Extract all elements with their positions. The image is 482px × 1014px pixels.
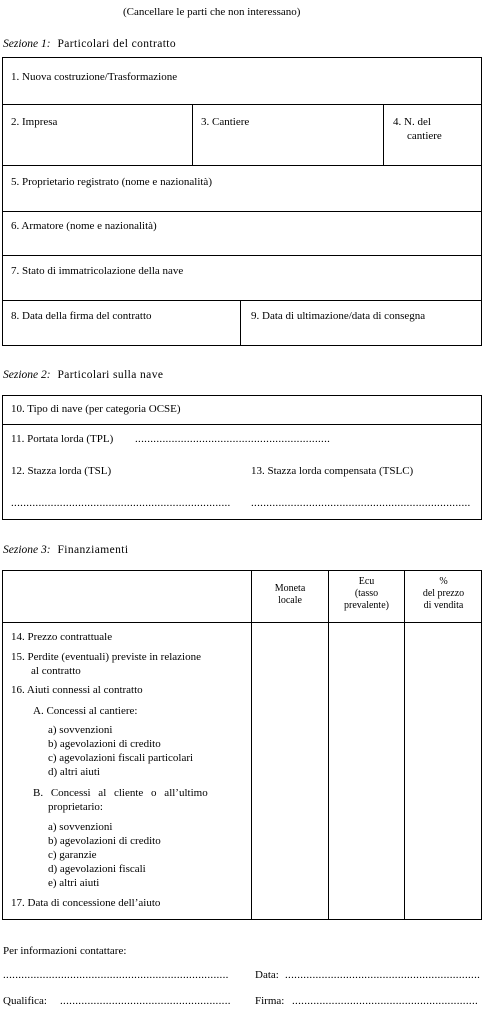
column-divider [328,570,329,920]
column-header-text: % [439,576,448,587]
row-17-label: 17. Data di concessione dell’aiuto [11,897,161,909]
column-header-ecu [329,576,404,612]
column-header-text: prevalente) [344,600,389,611]
row-16a-b-label: b) agevolazioni di credito [48,738,161,750]
divider [2,165,482,166]
row-15-label-line1: 15. Perdite (eventuali) previste in relazione [11,651,201,663]
divider [2,211,482,212]
field-10-label: 10. Tipo di nave (per categoria OCSE) [11,403,181,415]
firma-dotted-line: ............................................................. [292,995,479,1007]
divider [192,104,193,165]
section2-label: Sezione 2: [3,369,51,381]
row-16b-c-label: c) garanzie [48,849,97,861]
row-16a-d-label: d) altri aiuti [48,766,100,778]
field-6-label: 6. Armatore (nome e nazionalità) [11,220,157,232]
field-11-dotted-line: ................................................................ [135,433,331,445]
row-16b-e-label: e) altri aiuti [48,877,100,889]
section1-title [3,38,176,50]
field-9-label: 9. Data di ultimazione/data di consegna [251,310,426,322]
column-header-text: (tasso [354,588,379,599]
row-16b-label-line2: proprietario: [48,801,103,813]
qualifica-dotted-line: ........................................................ [60,995,231,1007]
field-3-label: 3. Cantiere [201,116,250,128]
data-label: Data: [255,969,279,981]
row-16b-b-label: b) agevolazioni di credito [48,835,161,847]
row-16a-a-label: a) sovvenzioni [48,724,113,736]
field-12-label: 12. Stazza lorda (TSL) [11,465,112,477]
section1-label: Sezione 1: [3,38,51,50]
column-header-text: Moneta [274,583,306,594]
section1-text: Particolari del contratto [57,38,177,50]
contact-label: Per informazioni contattare: [3,945,127,957]
row-16a-label: A. Concessi al cantiere: [33,705,138,717]
field-5-label: 5. Proprietario registrato (nome e nazionalità) [11,176,212,188]
field-11-label: 11. Portata lorda (TPL) [11,433,114,445]
field-4-label-line2: cantiere [407,130,442,142]
row-16b-d-label: d) agevolazioni fiscali [48,863,146,875]
field-12-dotted-line: ........................................................................ [11,497,231,509]
divider [2,300,482,301]
row-16b-label-line1: B. Concessi al cliente o all’ultimo [33,787,208,799]
field-8-label: 8. Data della firma del contratto [11,310,152,322]
column-header-text: del prezzo [422,588,465,599]
section2-text: Particolari sulla nave [57,369,164,381]
column-header-text: di vendita [423,600,464,611]
divider [2,104,482,105]
column-header-percent [405,576,482,612]
divider [2,424,482,425]
section1-box [2,57,482,346]
section3-text: Finanziamenti [57,544,129,556]
qualifica-label: Qualifica: [3,995,47,1007]
row-16a-c-label: c) agevolazioni fiscali particolari [48,752,194,764]
firma-label: Firma: [255,995,285,1007]
column-header-moneta-locale [252,583,328,607]
field-13-dotted-line: ........................................................................ [251,497,471,509]
row-16-label: 16. Aiuti connessi al contratto [11,684,143,696]
column-divider [404,570,405,920]
contact-name-dotted-line: .......................................................................... [3,969,229,981]
section2-title [3,369,163,381]
column-divider [251,570,252,920]
header-note: (Cancellare le parti che non interessano) [123,6,301,18]
row-15-label-line2: al contratto [31,665,81,677]
data-dotted-line: ................................................................ [285,969,480,981]
field-7-label: 7. Stato di immatricolazione della nave [11,265,184,277]
section3-title [3,544,128,556]
column-header-text: Ecu [358,576,375,587]
field-2-label: 2. Impresa [11,116,58,128]
row-14-label: 14. Prezzo contrattuale [11,631,113,643]
divider [240,300,241,346]
field-4-label-line1: 4. N. del [393,116,431,128]
divider [383,104,384,165]
field-1-label: 1. Nuova costruzione/Trasformazione [11,71,178,83]
field-13-label: 13. Stazza lorda compensata (TSLC) [251,465,414,477]
divider [2,255,482,256]
column-header-text: locale [278,595,302,606]
section3-label: Sezione 3: [3,544,51,556]
row-16b-a-label: a) sovvenzioni [48,821,113,833]
table-header-divider [2,622,482,623]
